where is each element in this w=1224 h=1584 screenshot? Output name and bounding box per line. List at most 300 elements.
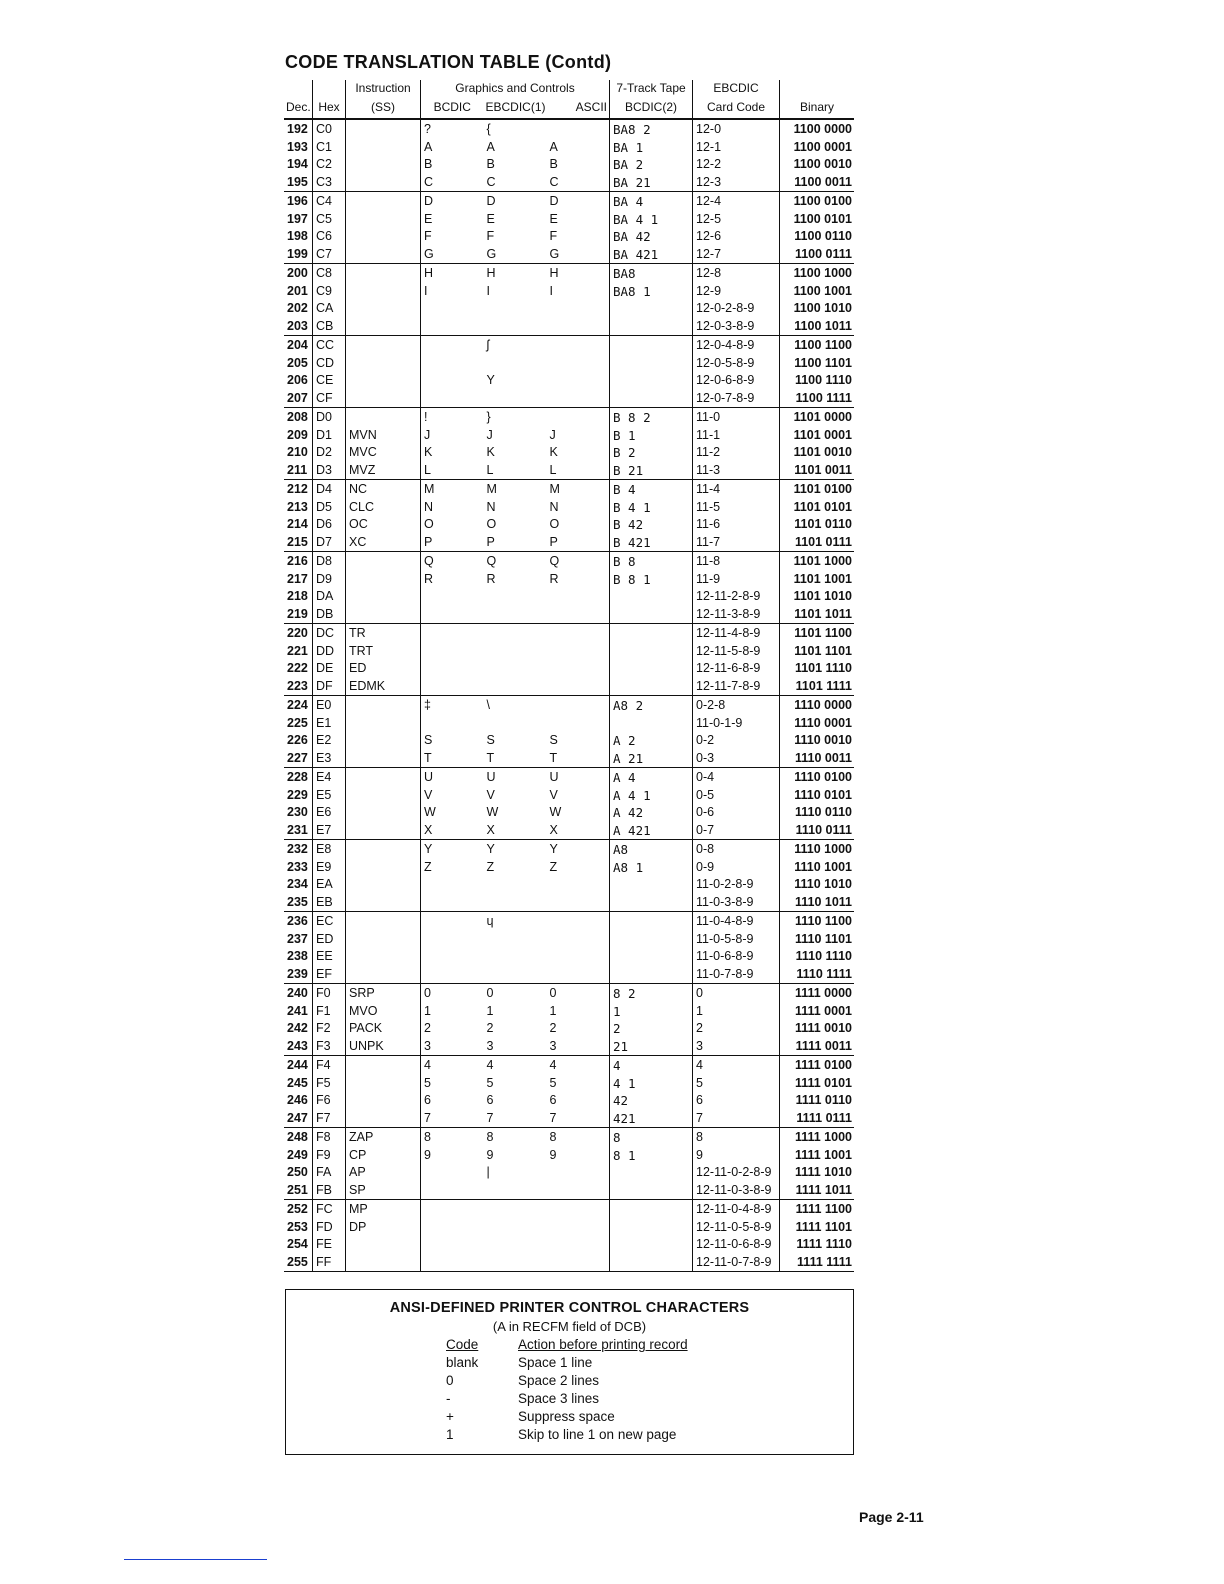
dec-cell: 211 bbox=[284, 461, 313, 479]
tape-cell: A8 2 bbox=[610, 696, 693, 714]
dec-cell: 215 bbox=[284, 533, 313, 551]
code-translation-table bbox=[284, 80, 854, 1272]
card-code-cell: 11-8 bbox=[693, 552, 780, 570]
tape-cell bbox=[610, 336, 693, 354]
ebcdic-cell: G bbox=[484, 245, 547, 263]
card-code-cell: 11-0 bbox=[693, 408, 780, 426]
binary-cell: 1101 1010 bbox=[793, 589, 852, 604]
bcdic-cell bbox=[421, 1200, 484, 1218]
tape-cell: BA 4 1 bbox=[610, 210, 693, 228]
binary-cell: 1111 1101 bbox=[795, 1219, 852, 1234]
tape-cell: BA 42 bbox=[610, 228, 693, 246]
ebcdic-cell bbox=[484, 1236, 547, 1254]
instruction-cell bbox=[346, 552, 421, 570]
ebcdic-cell: P bbox=[484, 533, 547, 551]
ebcdic-cell: W bbox=[486, 805, 499, 820]
card-code-cell: 5 bbox=[693, 1074, 780, 1092]
card-code-cell: 11-0-6-8-9 bbox=[693, 948, 780, 966]
bcdic-cell: O bbox=[424, 517, 434, 532]
card-code-cell: 11-0-4-8-9 bbox=[693, 912, 780, 930]
ansi-code: 1 bbox=[446, 1427, 454, 1442]
ascii-cell: 0 bbox=[547, 984, 610, 1002]
ascii-cell: V bbox=[547, 786, 610, 804]
hex-cell: CA bbox=[313, 300, 346, 318]
binary-cell: 1111 0011 bbox=[780, 1037, 855, 1055]
instruction-cell bbox=[346, 858, 421, 876]
binary-cell: 1111 1110 bbox=[796, 1237, 852, 1252]
instruction-cell: MVC bbox=[346, 444, 421, 462]
tape-cell bbox=[610, 965, 693, 983]
binary-cell: 1101 0001 bbox=[793, 427, 852, 442]
bcdic-cell: 0 bbox=[424, 985, 431, 1000]
tape-cell: 4 1 bbox=[610, 1074, 693, 1092]
instruction-cell: CP bbox=[346, 1146, 421, 1164]
hex-cell: CB bbox=[313, 317, 346, 335]
card-code-cell: 12-4 bbox=[693, 192, 780, 210]
instruction-cell bbox=[346, 173, 421, 191]
ebcdic-cell bbox=[484, 354, 547, 372]
instruction-cell: CLC bbox=[346, 498, 421, 516]
instruction-cell: TRT bbox=[346, 642, 421, 660]
tape-cell bbox=[610, 624, 693, 642]
tape-cell: A 42 bbox=[610, 804, 693, 822]
ebcdic-cell: 0 bbox=[486, 985, 494, 1000]
dec-cell: 241 bbox=[284, 1002, 313, 1020]
tape-cell bbox=[610, 876, 693, 894]
card-code-cell: 0-4 bbox=[693, 768, 780, 786]
card-code-cell: 4 bbox=[693, 1056, 780, 1074]
table-row bbox=[284, 642, 854, 660]
tape-cell bbox=[610, 389, 693, 407]
card-code-cell: 12-11-5-8-9 bbox=[693, 642, 780, 660]
table-row bbox=[284, 552, 854, 570]
dec-cell: 201 bbox=[284, 282, 313, 300]
tape-cell bbox=[610, 1181, 693, 1199]
ebcdic-cell: S bbox=[486, 733, 495, 748]
table-row bbox=[284, 426, 854, 444]
ansi-action: Skip to line 1 on new page bbox=[518, 1427, 677, 1442]
instruction-cell: AP bbox=[346, 1164, 421, 1182]
hex-cell: FD bbox=[313, 1218, 346, 1236]
ascii-cell bbox=[547, 408, 610, 426]
instruction-cell bbox=[346, 768, 421, 786]
ansi-row bbox=[446, 1408, 688, 1426]
card-code-cell: 0-3 bbox=[693, 749, 780, 767]
ascii-cell: M bbox=[547, 480, 610, 498]
binary-cell: 1101 0010 bbox=[793, 445, 852, 460]
dec-cell: 239 bbox=[284, 965, 313, 983]
bcdic-cell bbox=[421, 1253, 484, 1271]
ebcdic-cell: D bbox=[486, 193, 496, 208]
bcdic-cell bbox=[421, 300, 484, 318]
ebcdic-cell: V bbox=[486, 787, 495, 802]
ascii-cell bbox=[547, 354, 610, 372]
instruction-cell: SP bbox=[346, 1181, 421, 1199]
binary-cell: 1100 1100 bbox=[794, 337, 852, 352]
instruction-cell bbox=[346, 930, 421, 948]
hex-cell: F6 bbox=[313, 1092, 346, 1110]
bcdic-cell: G bbox=[421, 245, 484, 263]
table-row bbox=[284, 138, 854, 156]
hex-cell: D7 bbox=[313, 533, 346, 551]
ascii-cell bbox=[547, 677, 610, 695]
ebcdic-cell bbox=[484, 1181, 547, 1199]
instruction-header-line2: (SS) bbox=[346, 99, 421, 119]
ascii-cell: 2 bbox=[547, 1020, 610, 1038]
table-row bbox=[284, 1037, 854, 1055]
table-row bbox=[284, 821, 854, 839]
hex-cell: C8 bbox=[313, 264, 346, 282]
tape-header-line2: BCDIC(2) bbox=[610, 99, 693, 119]
tape-cell bbox=[610, 714, 693, 732]
instruction-cell: PACK bbox=[346, 1020, 421, 1038]
bcdic-cell: 2 bbox=[424, 1021, 431, 1036]
bcdic-cell: 8 bbox=[424, 1129, 431, 1144]
binary-cell: 1111 1011 bbox=[780, 1181, 855, 1199]
ascii-cell: E bbox=[547, 210, 610, 228]
table-row bbox=[284, 156, 854, 174]
bcdic-cell: 3 bbox=[421, 1037, 484, 1055]
instruction-cell bbox=[346, 696, 421, 714]
binary-cell: 1101 1100 bbox=[794, 625, 852, 640]
dec-cell: 231 bbox=[284, 821, 313, 839]
ascii-cell: 8 bbox=[547, 1128, 610, 1146]
binary-cell: 1111 1111 bbox=[780, 1253, 855, 1271]
instruction-cell: EDMK bbox=[346, 677, 421, 695]
ascii-cell bbox=[547, 317, 610, 335]
ascii-cell: H bbox=[547, 264, 610, 282]
card-code-cell: 12-8 bbox=[693, 264, 780, 282]
dec-cell: 212 bbox=[284, 480, 313, 498]
hex-header: Hex bbox=[313, 99, 346, 119]
binary-cell: 1101 0100 bbox=[793, 481, 852, 496]
ebcdic-cell: H bbox=[486, 265, 496, 280]
hex-cell: F8 bbox=[313, 1128, 346, 1146]
hex-cell: C7 bbox=[313, 245, 346, 263]
dec-cell: 247 bbox=[284, 1109, 313, 1127]
tape-cell bbox=[610, 1236, 693, 1254]
card-code-cell: 11-1 bbox=[693, 426, 780, 444]
tape-cell bbox=[610, 372, 693, 390]
bcdic-cell: B bbox=[424, 157, 433, 172]
table-row bbox=[284, 1002, 854, 1020]
tape-cell bbox=[610, 660, 693, 678]
table-row bbox=[284, 624, 854, 642]
card-code-cell: 12-11-0-6-8-9 bbox=[693, 1236, 780, 1254]
card-code-cell: 12-0-6-8-9 bbox=[693, 372, 780, 390]
ansi-table bbox=[446, 1336, 688, 1444]
hex-cell: EC bbox=[313, 912, 346, 930]
dec-cell: 227 bbox=[284, 749, 313, 767]
instruction-cell bbox=[346, 264, 421, 282]
ascii-cell bbox=[547, 1200, 610, 1218]
ebcdic-cell bbox=[484, 948, 547, 966]
tape-cell: BA 21 bbox=[610, 173, 693, 191]
ascii-cell: I bbox=[547, 282, 610, 300]
instruction-cell bbox=[346, 1092, 421, 1110]
binary-cell: 1110 1101 bbox=[794, 931, 852, 946]
table-row bbox=[284, 192, 854, 210]
table-row bbox=[284, 1146, 854, 1164]
hex-cell: C4 bbox=[313, 192, 346, 210]
tape-cell: A 4 bbox=[610, 768, 693, 786]
ebcdic-cell: 8 bbox=[486, 1129, 494, 1144]
dec-cell: 195 bbox=[284, 173, 313, 191]
card-code-cell: 11-7 bbox=[693, 533, 780, 551]
table-row bbox=[284, 282, 854, 300]
table-row bbox=[284, 173, 854, 191]
card-code-cell: 12-2 bbox=[693, 156, 780, 174]
card-code-cell: 12-11-0-4-8-9 bbox=[693, 1200, 780, 1218]
dec-cell: 196 bbox=[284, 192, 313, 210]
ascii-cell bbox=[547, 119, 610, 138]
card-header-line1: EBCDIC bbox=[693, 80, 780, 99]
table-row bbox=[284, 1092, 854, 1110]
ebcdic-cell bbox=[484, 300, 547, 318]
binary-cell: 1110 0111 bbox=[780, 821, 855, 839]
ebcdic-cell: 5 bbox=[486, 1075, 494, 1090]
table-row bbox=[284, 210, 854, 228]
instruction-cell bbox=[346, 192, 421, 210]
ascii-cell bbox=[547, 642, 610, 660]
dec-header: Dec. bbox=[284, 99, 313, 119]
table-row bbox=[284, 300, 854, 318]
bcdic-cell: K bbox=[424, 445, 433, 460]
instruction-cell bbox=[346, 372, 421, 390]
hex-cell: E2 bbox=[313, 732, 346, 750]
table-row bbox=[284, 930, 854, 948]
hex-cell: E4 bbox=[313, 768, 346, 786]
binary-cell: 1100 0001 bbox=[793, 139, 852, 154]
hex-cell: D4 bbox=[313, 480, 346, 498]
dec-cell: 197 bbox=[284, 210, 313, 228]
dec-cell: 207 bbox=[284, 389, 313, 407]
ascii-cell: G bbox=[547, 245, 610, 263]
card-code-cell: 0 bbox=[693, 984, 780, 1002]
hex-cell: CC bbox=[313, 336, 346, 354]
dec-cell: 193 bbox=[284, 138, 313, 156]
bcdic-cell bbox=[421, 677, 484, 695]
card-code-cell: 0-6 bbox=[693, 804, 780, 822]
bcdic-cell: P bbox=[421, 533, 484, 551]
binary-cell: 1111 0000 bbox=[794, 985, 852, 1000]
hex-cell: F4 bbox=[313, 1056, 346, 1074]
hex-cell: EF bbox=[313, 965, 346, 983]
dec-cell: 233 bbox=[284, 858, 313, 876]
tape-cell bbox=[610, 588, 693, 606]
table-row bbox=[284, 696, 854, 714]
card-code-cell: 11-0-7-8-9 bbox=[693, 965, 780, 983]
table-row bbox=[284, 480, 854, 498]
tape-cell: A 421 bbox=[610, 821, 693, 839]
bcdic-cell: C bbox=[421, 173, 484, 191]
ansi-code: - bbox=[446, 1391, 451, 1406]
ebcdic-cell: O bbox=[486, 517, 497, 532]
ansi-action: Space 2 lines bbox=[518, 1373, 600, 1388]
ebcdic-cell bbox=[484, 588, 547, 606]
ebcdic-cell: B bbox=[486, 157, 495, 172]
binary-cell: 1111 0111 bbox=[780, 1109, 855, 1127]
instruction-cell bbox=[346, 228, 421, 246]
table-row bbox=[284, 984, 854, 1002]
dec-cell: 205 bbox=[284, 354, 313, 372]
binary-cell: 1111 0010 bbox=[794, 1021, 852, 1036]
bcdic-cell bbox=[421, 930, 484, 948]
dec-cell: 216 bbox=[284, 552, 313, 570]
instruction-cell bbox=[346, 732, 421, 750]
tape-cell: B 8 1 bbox=[610, 570, 693, 588]
bcdic-cell: H bbox=[424, 265, 434, 280]
ebcdic-cell: | bbox=[486, 1165, 490, 1180]
ebcdic-cell: Q bbox=[486, 553, 497, 568]
hex-cell: CE bbox=[313, 372, 346, 390]
bcdic-cell: Y bbox=[424, 841, 433, 856]
table-row bbox=[284, 336, 854, 354]
table-row bbox=[284, 1218, 854, 1236]
binary-cell: 1110 0001 bbox=[794, 715, 852, 730]
tape-cell bbox=[610, 317, 693, 335]
hex-cell: D0 bbox=[313, 408, 346, 426]
binary-cell: 1100 0110 bbox=[794, 229, 852, 244]
ebcdic-cell bbox=[484, 1218, 547, 1236]
bcdic-cell: M bbox=[424, 481, 435, 496]
card-code-cell: 12-11-4-8-9 bbox=[693, 624, 780, 642]
bcdic-cell bbox=[421, 354, 484, 372]
ebcdic-cell: 7 bbox=[484, 1109, 547, 1127]
ebcdic-cell: ʃ bbox=[486, 337, 490, 352]
tape-cell: BA8 bbox=[610, 264, 693, 282]
card-code-cell: 12-9 bbox=[693, 282, 780, 300]
tape-cell: B 4 1 bbox=[610, 498, 693, 516]
dec-cell: 249 bbox=[284, 1146, 313, 1164]
instruction-cell bbox=[346, 840, 421, 858]
card-code-cell: 11-0-2-8-9 bbox=[693, 876, 780, 894]
binary-cell: 1100 0000 bbox=[793, 121, 852, 136]
ebcdic-cell: U bbox=[486, 769, 496, 784]
tape-cell: BA 4 bbox=[610, 192, 693, 210]
hex-cell: ED bbox=[313, 930, 346, 948]
card-code-cell: 11-2 bbox=[693, 444, 780, 462]
dec-cell: 240 bbox=[284, 984, 313, 1002]
ascii-cell: 4 bbox=[547, 1056, 610, 1074]
ascii-cell bbox=[547, 948, 610, 966]
hex-cell: E5 bbox=[313, 786, 346, 804]
tape-cell: B 8 2 bbox=[610, 408, 693, 426]
dec-cell: 220 bbox=[284, 624, 313, 642]
ascii-cell bbox=[547, 1181, 610, 1199]
bcdic-cell: F bbox=[424, 229, 432, 244]
dec-cell: 204 bbox=[284, 336, 313, 354]
tape-cell: 8 bbox=[610, 1128, 693, 1146]
bcdic-cell bbox=[421, 948, 484, 966]
ascii-cell bbox=[547, 1164, 610, 1182]
card-code-cell: 0-7 bbox=[693, 821, 780, 839]
binary-cell: 1110 1100 bbox=[794, 913, 852, 928]
table-row bbox=[284, 1074, 854, 1092]
instruction-cell bbox=[346, 965, 421, 983]
instruction-cell bbox=[346, 138, 421, 156]
tape-cell: B 4 bbox=[610, 480, 693, 498]
ebcdic-cell bbox=[484, 930, 547, 948]
bcdic-cell bbox=[421, 893, 484, 911]
instruction-cell bbox=[346, 1074, 421, 1092]
tape-cell bbox=[610, 948, 693, 966]
page-title: CODE TRANSLATION TABLE (Contd) bbox=[285, 52, 612, 72]
ascii-cell: Z bbox=[547, 858, 610, 876]
hex-cell: C6 bbox=[313, 228, 346, 246]
instruction-cell bbox=[346, 1253, 421, 1271]
hex-cell: FA bbox=[313, 1164, 346, 1182]
tape-cell bbox=[610, 300, 693, 318]
table-row bbox=[284, 912, 854, 930]
bcdic-cell: 5 bbox=[424, 1075, 431, 1090]
table-row bbox=[284, 1109, 854, 1127]
hex-cell: E9 bbox=[313, 858, 346, 876]
dec-cell: 251 bbox=[284, 1181, 313, 1199]
binary-cell: 1101 0011 bbox=[780, 461, 855, 479]
hex-cell: E6 bbox=[313, 804, 346, 822]
instruction-cell bbox=[346, 245, 421, 263]
binary-cell: 1111 0100 bbox=[794, 1057, 852, 1072]
instruction-cell: MP bbox=[346, 1200, 421, 1218]
tape-cell bbox=[610, 1200, 693, 1218]
ascii-cell: W bbox=[547, 804, 610, 822]
dec-cell: 194 bbox=[284, 156, 313, 174]
tape-cell bbox=[610, 354, 693, 372]
ansi-action: Space 1 line bbox=[518, 1355, 593, 1370]
ebcdic-cell bbox=[484, 660, 547, 678]
card-code-cell: 0-2 bbox=[693, 732, 780, 750]
card-code-cell: 11-5 bbox=[693, 498, 780, 516]
dec-cell: 217 bbox=[284, 570, 313, 588]
bcdic-cell: U bbox=[424, 769, 434, 784]
binary-cell: 1110 1010 bbox=[794, 877, 852, 892]
instruction-cell: SRP bbox=[346, 984, 421, 1002]
table-row bbox=[284, 461, 854, 479]
hex-cell: D9 bbox=[313, 570, 346, 588]
tape-cell: 21 bbox=[610, 1037, 693, 1055]
ascii-cell: 5 bbox=[547, 1074, 610, 1092]
ansi-row bbox=[446, 1372, 688, 1390]
binary-cell: 1110 1110 bbox=[795, 949, 852, 964]
hex-cell: C3 bbox=[313, 173, 346, 191]
tape-cell: 8 2 bbox=[610, 984, 693, 1002]
table-row bbox=[284, 677, 854, 695]
bcdic-cell: 9 bbox=[424, 1147, 431, 1162]
ascii-cell: C bbox=[547, 173, 610, 191]
instruction-cell bbox=[346, 570, 421, 588]
table-row bbox=[284, 1020, 854, 1038]
instruction-cell: ED bbox=[346, 660, 421, 678]
hex-cell: E1 bbox=[313, 714, 346, 732]
bcdic-cell bbox=[421, 965, 484, 983]
dec-cell: 250 bbox=[284, 1164, 313, 1182]
dec-cell: 246 bbox=[284, 1092, 313, 1110]
table-row bbox=[284, 768, 854, 786]
binary-cell: 1111 1001 bbox=[794, 1147, 852, 1162]
bcdic-cell: ? bbox=[424, 121, 431, 136]
dec-cell: 254 bbox=[284, 1236, 313, 1254]
instruction-cell bbox=[346, 1236, 421, 1254]
instruction-cell bbox=[346, 588, 421, 606]
tape-cell bbox=[610, 1253, 693, 1271]
card-code-cell: 7 bbox=[693, 1109, 780, 1127]
tape-cell bbox=[610, 912, 693, 930]
instruction-cell bbox=[346, 1056, 421, 1074]
tape-cell: B 8 bbox=[610, 552, 693, 570]
ebcdic-cell: R bbox=[486, 571, 496, 586]
binary-cell: 1110 0011 bbox=[780, 749, 855, 767]
